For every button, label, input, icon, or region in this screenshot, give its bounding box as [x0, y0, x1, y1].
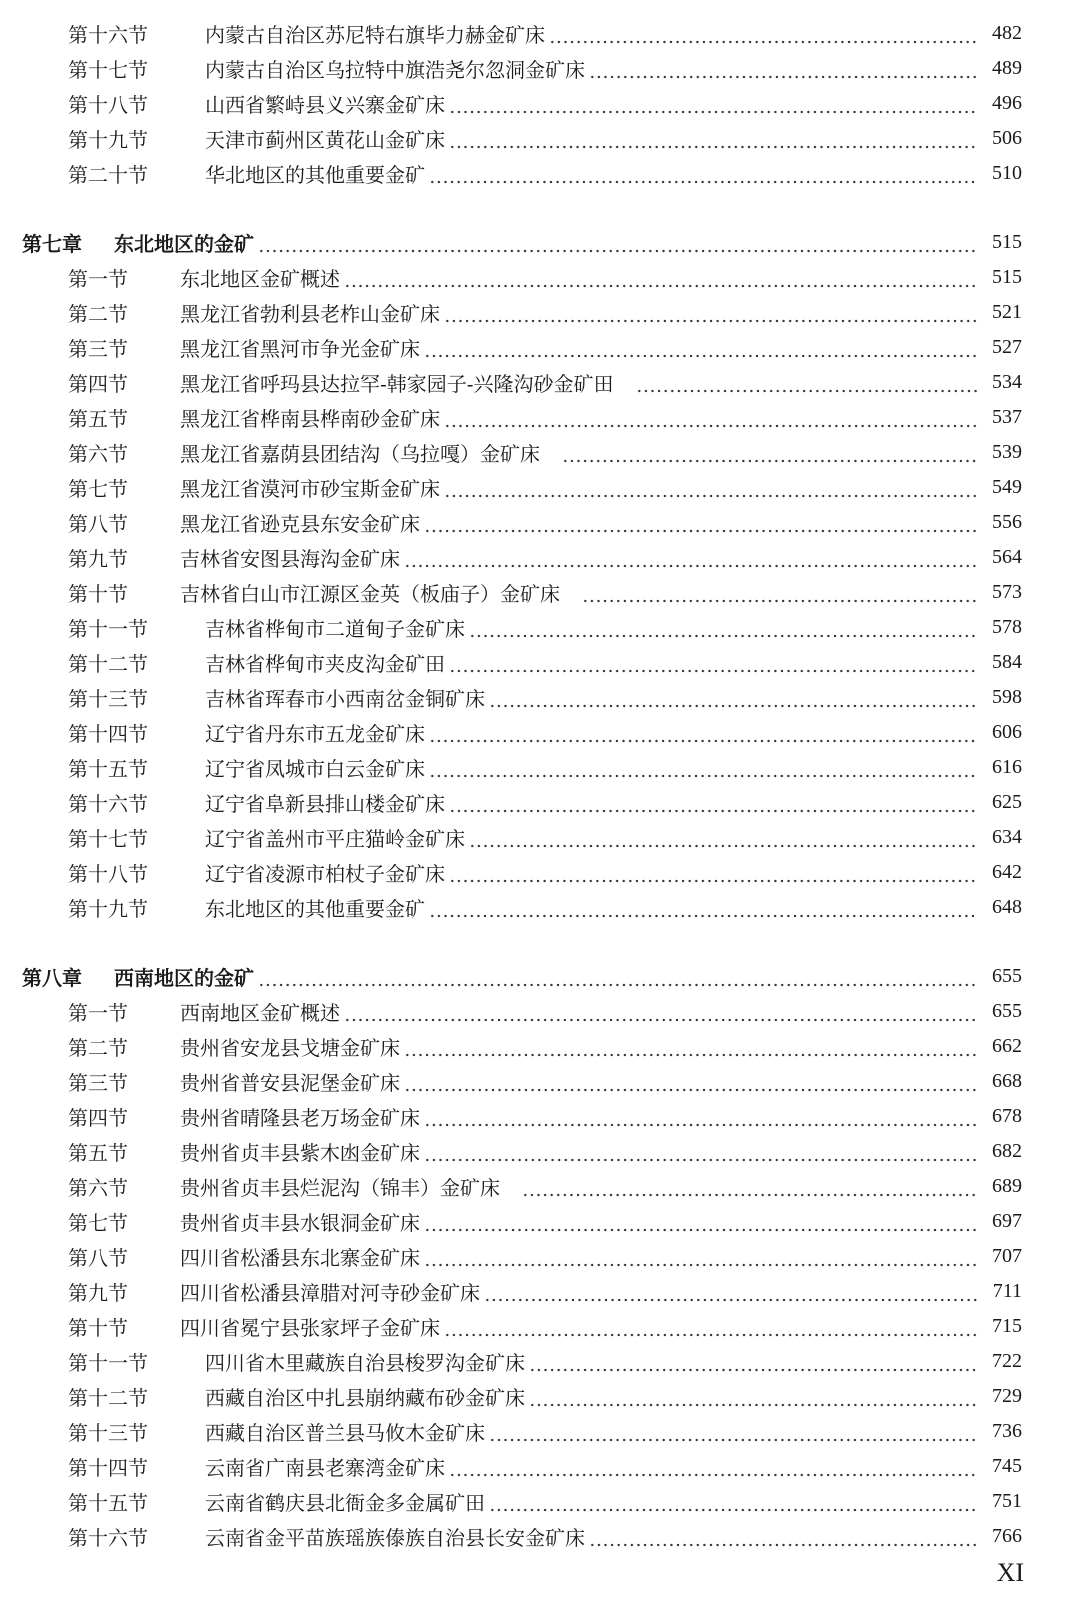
section-number: 第十六节: [68, 23, 148, 47]
dot-leader: [449, 793, 978, 813]
toc-section-entry[interactable]: [0, 16, 1080, 51]
page-number: 736: [992, 1420, 1022, 1442]
section-number: 第七节: [68, 1211, 128, 1235]
section-number: 第十二节: [68, 652, 148, 676]
section-number: 第十三节: [68, 687, 148, 711]
page-number: 678: [992, 1105, 1022, 1127]
section-title: 西藏自治区普兰县马攸木金矿床: [205, 1421, 485, 1445]
section-title: 黑龙江省逊克县东安金矿床: [180, 512, 420, 536]
dot-leader: [589, 1527, 978, 1547]
section-number: 第十七节: [68, 58, 148, 82]
dot-leader: [424, 1107, 978, 1127]
page-number: 573: [992, 581, 1022, 603]
toc-section-entry[interactable]: [0, 610, 1080, 645]
dot-leader: [429, 898, 978, 918]
toc-chapter-entry[interactable]: [0, 225, 1080, 260]
section-number: 第十四节: [68, 1456, 148, 1480]
toc-section-entry[interactable]: [0, 1379, 1080, 1414]
section-number: 第二节: [68, 1036, 128, 1060]
toc-section-entry[interactable]: [0, 1029, 1080, 1064]
section-title: 云南省广南县老寨湾金矿床: [205, 1456, 445, 1480]
page-number: 584: [992, 651, 1022, 673]
section-title: 华北地区的其他重要金矿: [205, 163, 425, 187]
page-number: 722: [992, 1350, 1022, 1372]
section-title: 辽宁省阜新县排山楼金矿床: [205, 792, 445, 816]
dot-leader: [404, 548, 978, 568]
section-title: 贵州省晴隆县老万场金矿床: [180, 1106, 420, 1130]
dot-leader: [429, 164, 978, 184]
toc-section-entry[interactable]: [0, 1204, 1080, 1239]
page-number: 662: [992, 1035, 1022, 1057]
section-number: 第十九节: [68, 128, 148, 152]
page-number: 707: [992, 1245, 1022, 1267]
section-number: 第三节: [68, 337, 128, 361]
toc-section-entry[interactable]: [0, 1309, 1080, 1344]
dot-leader: [449, 653, 978, 673]
dot-leader: [424, 1212, 978, 1232]
section-title: 内蒙古自治区乌拉特中旗浩尧尔忽洞金矿床: [205, 58, 585, 82]
section-title: 辽宁省凌源市柏杖子金矿床: [205, 862, 445, 886]
dot-leader: [489, 688, 978, 708]
section-title: 辽宁省凤城市白云金矿床: [205, 757, 425, 781]
section-number: 第十四节: [68, 722, 148, 746]
page-number: 515: [992, 266, 1022, 288]
section-title: 内蒙古自治区苏尼特右旗毕力赫金矿床: [205, 23, 545, 47]
section-title: 黑龙江省嘉荫县团结沟（乌拉嘎）金矿床: [180, 442, 540, 466]
section-title: 吉林省白山市江源区金英（板庙子）金矿床: [180, 582, 560, 606]
toc-section-entry[interactable]: [0, 994, 1080, 1029]
page-number: 496: [992, 92, 1022, 114]
toc-section-entry[interactable]: [0, 645, 1080, 680]
section-title: 黑龙江省勃利县老柞山金矿床: [180, 302, 440, 326]
dot-leader: [489, 1492, 978, 1512]
toc-section-entry[interactable]: [0, 1519, 1080, 1554]
dot-leader: [449, 129, 978, 149]
page-number: 766: [992, 1525, 1022, 1547]
toc-section-entry[interactable]: [0, 890, 1080, 925]
section-title: 四川省松潘县东北寨金矿床: [180, 1246, 420, 1270]
section-title: 贵州省安龙县戈塘金矿床: [180, 1036, 400, 1060]
section-title: 贵州省贞丰县烂泥沟（锦丰）金矿床: [180, 1176, 500, 1200]
section-title: 辽宁省丹东市五龙金矿床: [205, 722, 425, 746]
toc-section-entry[interactable]: [0, 1449, 1080, 1484]
section-title: 贵州省普安县泥堡金矿床: [180, 1071, 400, 1095]
page-number: 549: [992, 476, 1022, 498]
section-number: 第一节: [68, 267, 128, 291]
section-number: 第二节: [68, 302, 128, 326]
section-number: 第十八节: [68, 93, 148, 117]
page-number: 616: [992, 756, 1022, 778]
section-number: 第十九节: [68, 897, 148, 921]
chapter-gap: [0, 925, 1080, 959]
page-number: 482: [992, 22, 1022, 44]
section-number: 第八节: [68, 1246, 128, 1270]
dot-leader: [562, 443, 978, 463]
page-number: 539: [992, 441, 1022, 463]
toc-chapter-entry[interactable]: [0, 959, 1080, 994]
section-number: 第八节: [68, 512, 128, 536]
dot-leader: [429, 758, 978, 778]
section-title: 黑龙江省桦南县桦南砂金矿床: [180, 407, 440, 431]
toc-section-entry[interactable]: [0, 156, 1080, 191]
dot-leader: [469, 618, 978, 638]
page-number: 634: [992, 826, 1022, 848]
page-number: 598: [992, 686, 1022, 708]
dot-leader: [444, 1317, 978, 1337]
toc-section-entry[interactable]: [0, 750, 1080, 785]
toc-section-entry[interactable]: [0, 785, 1080, 820]
page-number: 682: [992, 1140, 1022, 1162]
section-title: 四川省冕宁县张家坪子金矿床: [180, 1316, 440, 1340]
dot-leader: [258, 233, 978, 253]
page-number: 564: [992, 546, 1022, 568]
section-title: 辽宁省盖州市平庄猫岭金矿床: [205, 827, 465, 851]
toc-section-entry[interactable]: [0, 121, 1080, 156]
section-title: 贵州省贞丰县紫木凼金矿床: [180, 1141, 420, 1165]
section-title: 云南省金平苗族瑶族傣族自治县长安金矿床: [205, 1526, 585, 1550]
section-title: 天津市蓟州区黄花山金矿床: [205, 128, 445, 152]
toc-section-entry[interactable]: [0, 1169, 1080, 1204]
dot-leader: [522, 1177, 978, 1197]
page-number: 556: [992, 511, 1022, 533]
section-title: 黑龙江省漠河市砂宝斯金矿床: [180, 477, 440, 501]
dot-leader: [424, 513, 978, 533]
dot-leader: [429, 723, 978, 743]
chapter-gap: [0, 191, 1080, 225]
page-number: 489: [992, 57, 1022, 79]
section-title: 吉林省桦甸市二道甸子金矿床: [205, 617, 465, 641]
section-title: 吉林省珲春市小西南岔金铜矿床: [205, 687, 485, 711]
section-title: 四川省木里藏族自治县梭罗沟金矿床: [205, 1351, 525, 1375]
toc-section-entry[interactable]: [0, 540, 1080, 575]
table-of-contents: [0, 16, 1080, 1554]
section-number: 第七节: [68, 477, 128, 501]
section-number: 第十六节: [68, 1526, 148, 1550]
dot-leader: [404, 1037, 978, 1057]
toc-section-entry[interactable]: [0, 1344, 1080, 1379]
dot-leader: [529, 1352, 978, 1372]
toc-section-entry[interactable]: [0, 365, 1080, 400]
toc-section-entry[interactable]: [0, 575, 1080, 610]
toc-section-entry[interactable]: [0, 1064, 1080, 1099]
section-title: 西藏自治区中扎县崩纳藏布砂金矿床: [205, 1386, 525, 1410]
section-number: 第十六节: [68, 792, 148, 816]
toc-section-entry[interactable]: [0, 295, 1080, 330]
toc-section-entry[interactable]: [0, 1134, 1080, 1169]
toc-section-entry[interactable]: [0, 1484, 1080, 1519]
dot-leader: [449, 94, 978, 114]
dot-leader: [258, 967, 978, 987]
toc-section-entry[interactable]: [0, 86, 1080, 121]
dot-leader: [636, 373, 978, 393]
dot-leader: [489, 1422, 978, 1442]
toc-section-entry[interactable]: [0, 680, 1080, 715]
page-number: 745: [992, 1455, 1022, 1477]
toc-section-entry[interactable]: [0, 51, 1080, 86]
section-number: 第六节: [68, 1176, 128, 1200]
toc-section-entry[interactable]: [0, 260, 1080, 295]
section-number: 第四节: [68, 372, 128, 396]
page-number: 625: [992, 791, 1022, 813]
section-number: 第六节: [68, 442, 128, 466]
section-number: 第二十节: [68, 163, 148, 187]
dot-leader: [529, 1387, 978, 1407]
dot-leader: [549, 24, 978, 44]
section-title: 山西省繁峙县义兴寨金矿床: [205, 93, 445, 117]
page-number: 668: [992, 1070, 1022, 1092]
page-number: 506: [992, 127, 1022, 149]
section-title: 云南省鹤庆县北衙金多金属矿田: [205, 1491, 485, 1515]
dot-leader: [424, 1142, 978, 1162]
toc-section-entry[interactable]: [0, 1274, 1080, 1309]
toc-section-entry[interactable]: [0, 1239, 1080, 1274]
toc-section-entry[interactable]: [0, 330, 1080, 365]
dot-leader: [444, 303, 978, 323]
section-title: 吉林省安图县海沟金矿床: [180, 547, 400, 571]
dot-leader: [444, 408, 978, 428]
section-title: 东北地区的其他重要金矿: [205, 897, 425, 921]
section-title: 黑龙江省呼玛县达拉罕-韩家园子-兴隆沟砂金矿田: [180, 372, 614, 396]
dot-leader: [589, 59, 978, 79]
dot-leader: [449, 1457, 978, 1477]
section-number: 第一节: [68, 1001, 128, 1025]
section-number: 第十八节: [68, 862, 148, 886]
page-number: 715: [992, 1315, 1022, 1337]
page-number: 642: [992, 861, 1022, 883]
toc-section-entry[interactable]: [0, 470, 1080, 505]
page-number: 606: [992, 721, 1022, 743]
toc-section-entry[interactable]: [0, 400, 1080, 435]
toc-section-entry[interactable]: [0, 715, 1080, 750]
section-number: 第十一节: [68, 617, 148, 641]
chapter-title: 东北地区的金矿: [114, 232, 254, 256]
page-number: 537: [992, 406, 1022, 428]
page-number: 711: [992, 1280, 1022, 1302]
toc-section-entry[interactable]: [0, 820, 1080, 855]
dot-leader: [484, 1282, 978, 1302]
section-title: 四川省松潘县漳腊对河寺砂金矿床: [180, 1281, 480, 1305]
section-title: 东北地区金矿概述: [180, 267, 340, 291]
section-number: 第五节: [68, 1141, 128, 1165]
page-number: 751: [992, 1490, 1022, 1512]
toc-section-entry[interactable]: [0, 1414, 1080, 1449]
page-number: 510: [992, 162, 1022, 184]
page-number: 521: [992, 301, 1022, 323]
page-folio: XI: [996, 1558, 1024, 1587]
section-number: 第十节: [68, 1316, 128, 1340]
page-number: 648: [992, 896, 1022, 918]
page-number: 697: [992, 1210, 1022, 1232]
section-title: 吉林省桦甸市夹皮沟金矿田: [205, 652, 445, 676]
section-title: 西南地区金矿概述: [180, 1001, 340, 1025]
section-number: 第十三节: [68, 1421, 148, 1445]
section-number: 第五节: [68, 407, 128, 431]
dot-leader: [344, 268, 978, 288]
page-number: 655: [992, 1000, 1022, 1022]
page-number: 655: [992, 965, 1022, 987]
dot-leader: [582, 583, 978, 603]
toc-section-entry[interactable]: [0, 435, 1080, 470]
dot-leader: [444, 478, 978, 498]
page-number: 578: [992, 616, 1022, 638]
chapter-number: 第八章: [22, 966, 82, 990]
dot-leader: [404, 1072, 978, 1092]
section-number: 第十二节: [68, 1386, 148, 1410]
toc-section-entry[interactable]: [0, 1099, 1080, 1134]
section-number: 第十五节: [68, 1491, 148, 1515]
section-number: 第十一节: [68, 1351, 148, 1375]
page-number: 527: [992, 336, 1022, 358]
toc-section-entry[interactable]: [0, 855, 1080, 890]
dot-leader: [469, 828, 978, 848]
dot-leader: [424, 1247, 978, 1267]
dot-leader: [424, 338, 978, 358]
section-number: 第十节: [68, 582, 128, 606]
section-number: 第十五节: [68, 757, 148, 781]
section-number: 第四节: [68, 1106, 128, 1130]
page-number: 689: [992, 1175, 1022, 1197]
section-title: 黑龙江省黑河市争光金矿床: [180, 337, 420, 361]
section-number: 第九节: [68, 547, 128, 571]
dot-leader: [344, 1002, 978, 1022]
section-number: 第十七节: [68, 827, 148, 851]
chapter-title: 西南地区的金矿: [114, 966, 254, 990]
dot-leader: [449, 863, 978, 883]
chapter-number: 第七章: [22, 232, 82, 256]
section-number: 第九节: [68, 1281, 128, 1305]
toc-section-entry[interactable]: [0, 505, 1080, 540]
section-title: 贵州省贞丰县水银洞金矿床: [180, 1211, 420, 1235]
page-number: 729: [992, 1385, 1022, 1407]
page-number: 534: [992, 371, 1022, 393]
section-number: 第三节: [68, 1071, 128, 1095]
page-number: 515: [992, 231, 1022, 253]
